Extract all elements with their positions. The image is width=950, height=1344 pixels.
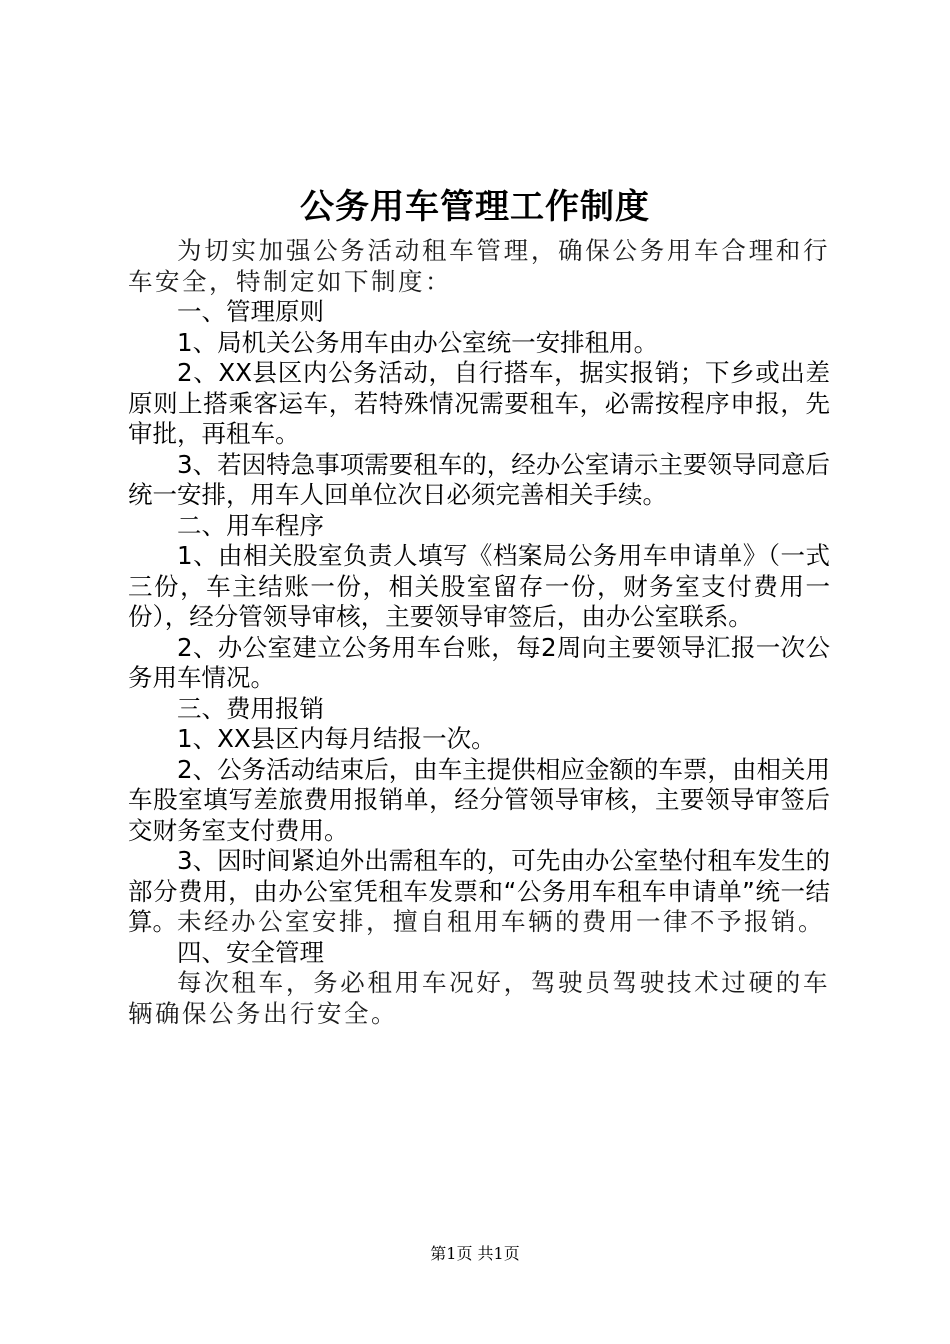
page-footer: 第1页 共1页 — [430, 1244, 520, 1263]
section-heading-safety: 四、安全管理 — [177, 937, 324, 967]
safety-paragraph: 每次租车，务必租用车况好，驾驶员驾驶技术过硬的车辆确保公务出行安全。 — [128, 968, 830, 1028]
procedure-item-2: 2、办公室建立公务用车台账，每2周向主要领导汇报一次公务用车情况。 — [128, 632, 830, 692]
intro-paragraph: 为切实加强公务活动租车管理，确保公务用车合理和行车安全，特制定如下制度： — [128, 236, 830, 296]
principles-item-3: 3、若因特急事项需要租车的，经办公室请示主要领导同意后统一安排，用车人回单位次日必须完善相关手续。 — [128, 449, 830, 509]
principles-item-2: 2、XX县区内公务活动，自行搭车，据实报销；下乡或出差原则上搭乘客运车，若特殊情况需要租车，必需按程序申报，先审批，再租车。 — [128, 358, 830, 448]
section-heading-reimbursement: 三、费用报销 — [177, 693, 324, 723]
reimbursement-item-1: 1、XX县区内每月结报一次。 — [177, 724, 496, 753]
reimbursement-item-2: 2、公务活动结束后，由车主提供相应金额的车票，由相关用车股室填写差旅费用报销单，经分管领导审核，主要领导审签后交财务室支付费用。 — [128, 754, 830, 845]
procedure-item-1: 1、由相关股室负责人填写《档案局公务用车申请单》（一式三份，车主结账一份，相关股室留存一份，财务室支付费用一份），经分管领导审核，主要领导审签后，由办公室联系。 — [128, 541, 830, 631]
principles-item-1: 1、局机关公务用车由办公室统一安排租用。 — [177, 327, 659, 357]
section-heading-procedure: 二、用车程序 — [177, 510, 324, 540]
document-body — [128, 236, 830, 1029]
document-title: 公务用车管理工作制度 — [300, 187, 650, 227]
reimbursement-item-3-note: 未经办公室安排，擅自租用车辆的费用一律不予报销。 — [177, 907, 825, 936]
reimbursement-item-3-main: 3、因时间紧迫外出需租车的，可先由办公室垫付租车发生的部分费用，由办公室凭租车发票和“公务用车租车申请单”统一结算。 — [128, 846, 830, 936]
section-heading-principles: 一、管理原则 — [177, 297, 324, 326]
reimbursement-item-3 — [128, 846, 830, 938]
